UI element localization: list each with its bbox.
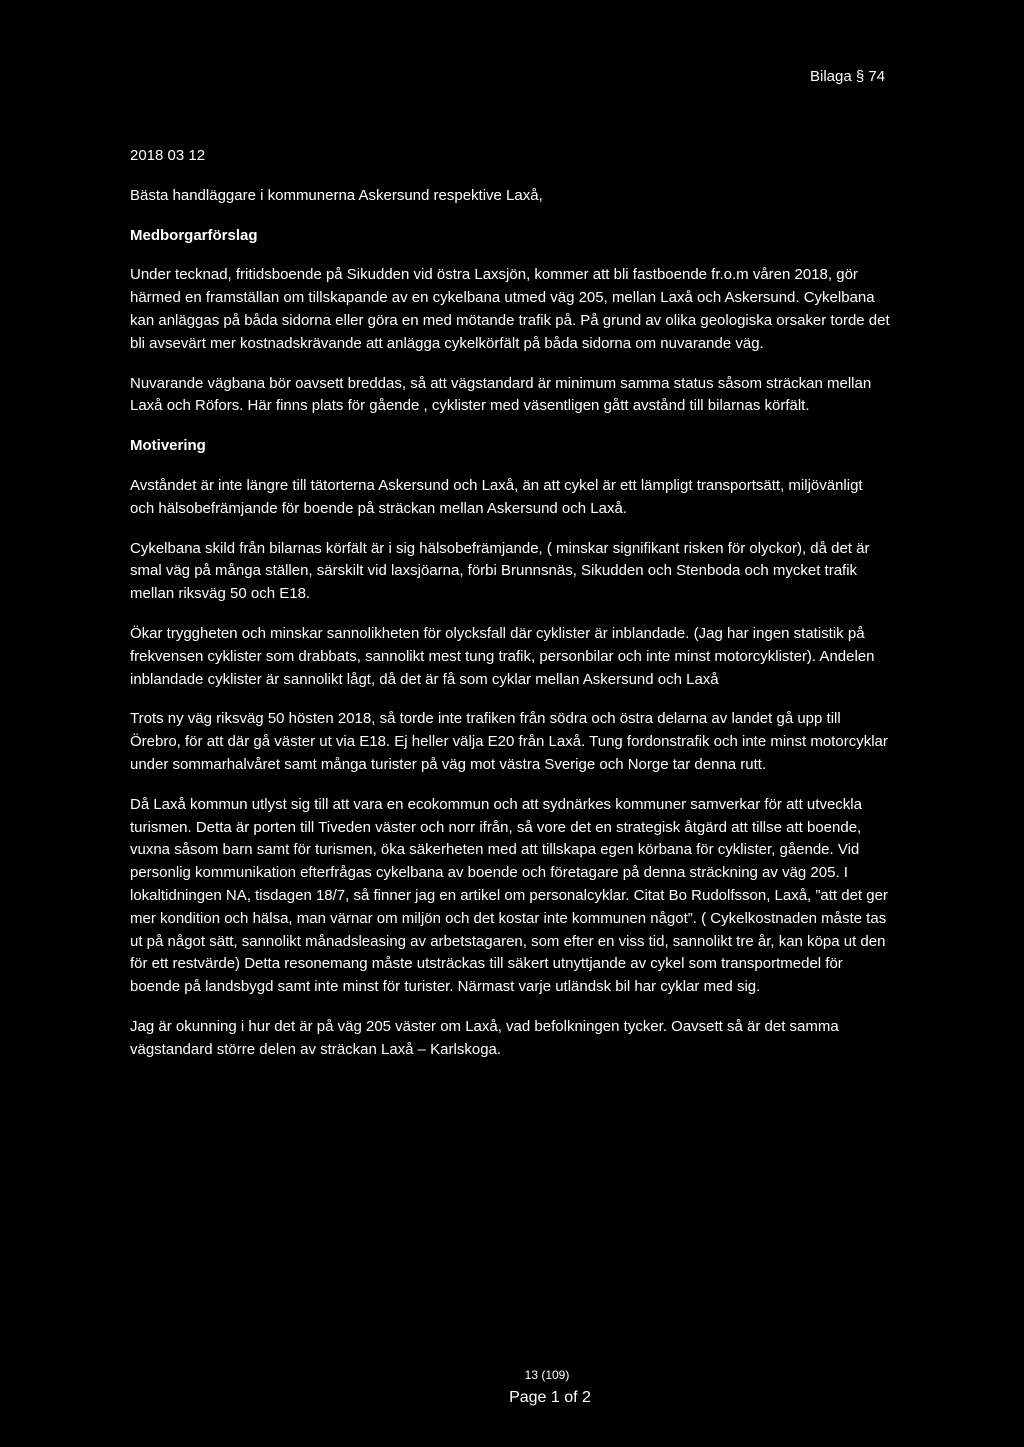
letter-heading: Medborgarförslag (130, 226, 258, 244)
folio-number: 13 (109) (524, 1368, 570, 1382)
page-number: Page 1 of 2 (509, 1389, 591, 1406)
paragraph: Då Laxå kommun utlyst sig till att vara en ecokommun och att sydnärkes kommuner samverkar för att utveckla turismen. Detta är porten till Tiveden väster och norr ifrån, så vore det en strategisk åtgärd att tillse att boende, vuxna såsom barn samt för turismen, öka säkerheten med att tillskapa egen körbana för cyklister, gående. Vid personlig kommunikation efterfrågas cykelbana av boende och företagare på denna sträckning av väg 205. I lokaltidningen NA, tisdagen 18/7, så finner jag en artikel om personalcyklar. Citat Bo Rudolfsson, Laxå, ”att det ger mer kondition och hälsa, man värnar om miljön och det kostar inte kommunen något”. ( Cykelkostnaden måste tas ut på något sätt, sannolikt månadsleasing av arbetstagaren, som efter en viss tid, sannolikt tre år, kan köpa ut den för ett restvärde) Detta resonemang måste utsträckas till säkert utnyttjande av cykel som transportmedel för boende på landsbygd samt inte minst för turister. Närmast varje utländsk bil har cyklar med sig. (130, 795, 888, 996)
paragraph: Nuvarande vägbana bör oavsett breddas, så att vägstandard är minimum samma status såsom sträckan mellan Laxå och Röfors. Här finns plats för gående , cyklister med väsentligen gått avstånd till bilarnas körfält. (130, 374, 872, 415)
paragraph: Trots ny väg riksväg 50 hösten 2018, så torde inte trafiken från södra och östra delarna av landet gå upp till Örebro, för att där gå väster ut via E18. Ej heller välja E20 från Laxå. Tung fordonstrafik och inte minst motorcyklar under sommarhalvåret samt många turister på väg mot västra Sverige och Norge tar denna rutt. (130, 710, 888, 773)
motivation-heading: Motivering (130, 437, 206, 455)
paragraph: Avståndet är inte längre till tätorterna Askersund och Laxå, än att cykel är ett lämpligt transportsätt, miljövänligt och hälsobefrämjande för boende på sträckan mellan Askersund och Laxå. (130, 476, 863, 517)
paragraph: Cykelbana skild från bilarnas körfält är i sig hälsobefrämjande, ( minskar signifikant risken för olyckor), då det är smal väg på många ställen, särskilt vid laxsjöarna, förbi Brunnsnäs, Sikudden och Stenboda och mycket trafik mellan riksväg 50 och E18. (130, 539, 870, 603)
annex-label: Bilaga § 74 (810, 68, 886, 85)
salutation: Bästa handläggare i kommunerna Askersund respektive Laxå, (130, 186, 543, 204)
paragraph: Under tecknad, fritidsboende på Sikudden vid östra Laxsjön, kommer att bli fastboende fr.o.m våren 2018, gör härmed en framställan om tillskapande av en cykelbana utmed väg 205, mellan Laxå och Askersund. Cykelbana kan anläggas på båda sidorna eller göra en med mötande trafik på. På grund av olika geologiska orsaker torde det bli avsevärt mer kostnadskrävande att anlägga cykelkörfält på båda sidorna om nuvarande väg. (130, 266, 890, 352)
letter-body (130, 145, 890, 1079)
paragraph: Ökar tryggheten och minskar sannolikheten för olycksfall där cyklister är inblandade. (Jag har ingen statistik på frekvensen cyklister som drabbats, sannolikt mest tung trafik, personbilar och inte minst motorcyklister). Andelen inblandade cyklister är sannolikt lågt, då det är få som cyklar mellan Askersund och Laxå (130, 624, 875, 688)
paragraph: Jag är okunning i hur det är på väg 205 väster om Laxå, vad befolkningen tycker. Oavsett så är det samma vägstandard större delen av sträckan Laxå – Karlskoga. (130, 1017, 839, 1058)
letter-date: 2018 03 12 (130, 147, 206, 164)
